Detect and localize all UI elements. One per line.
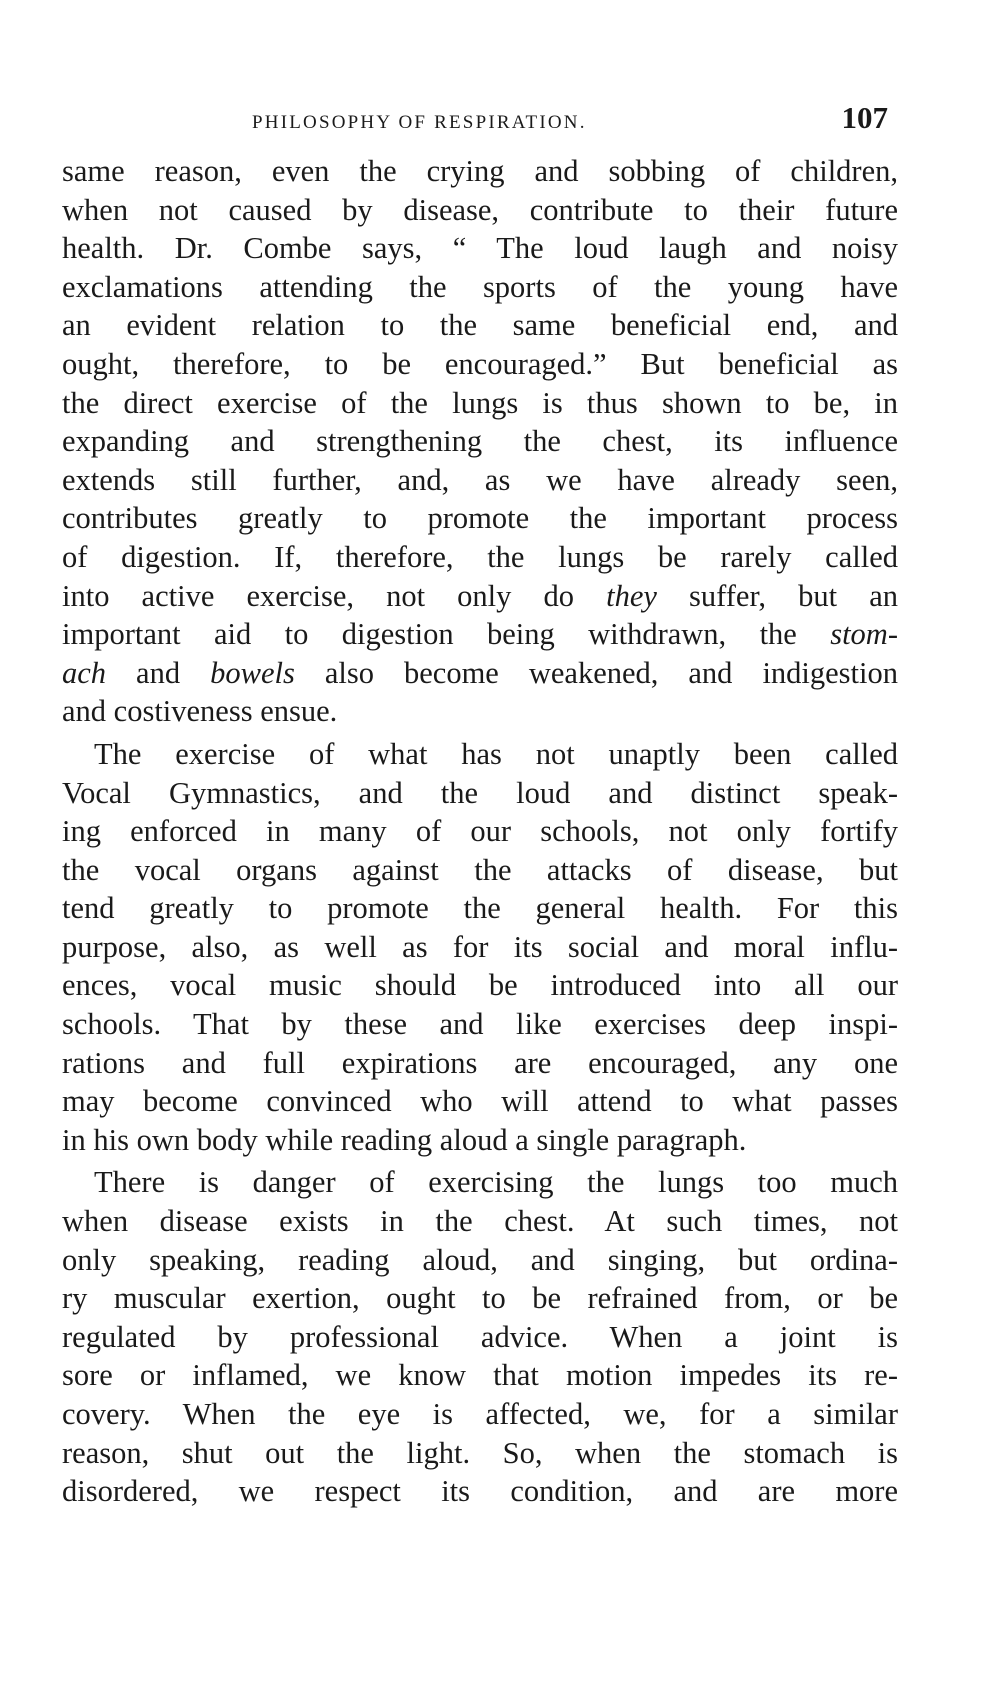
text-line: extends still further, and, as we have already seen,	[62, 462, 898, 497]
text-line: of digestion. If, therefore, the lungs be rarely called	[62, 539, 898, 574]
text-line: and costiveness ensue.	[62, 694, 338, 729]
text-line: only speaking, reading aloud, and singing, but ordina-	[62, 1242, 898, 1277]
text-line: reason, shut out the light. So, when the stomach is	[62, 1435, 898, 1470]
text-line: There is danger of exercising the lungs too much	[94, 1165, 898, 1200]
text-line: may become convinced who will attend to what passes	[62, 1084, 898, 1119]
italic-word: they	[606, 578, 657, 613]
paragraph	[62, 735, 898, 1160]
text-line: contributes greatly to promote the important process	[62, 501, 898, 536]
text-line: health. Dr. Combe says, “ The loud laugh and noisy	[62, 231, 898, 266]
book-page	[62, 88, 898, 1511]
text-line: schools. That by these and like exercises deep inspi-	[62, 1007, 898, 1042]
text-line: the direct exercise of the lungs is thus shown to be, in	[62, 385, 898, 420]
text-line: exclamations attending the sports of the young have	[62, 269, 898, 304]
italic-word: stom-	[830, 617, 898, 652]
running-title: PHILOSOPHY OF RESPIRATION.	[252, 112, 587, 133]
text-line: when disease exists in the chest. At such times, not	[62, 1204, 898, 1239]
italic-word: bowels	[210, 655, 295, 690]
text-line: important aid to digestion being withdrawn, the stom-	[62, 617, 898, 652]
text-line: when not caused by disease, contribute to their future	[62, 192, 898, 227]
text-line: ry muscular exertion, ought to be refrained from, or be	[62, 1281, 898, 1316]
text-line: tend greatly to promote the general health. For this	[62, 891, 898, 926]
text-line: ach and bowels also become weakened, and indigestion	[62, 655, 898, 690]
text-line: into active exercise, not only do they suffer, but an	[62, 578, 898, 613]
text-line: an evident relation to the same beneficial end, and	[62, 308, 898, 343]
text-line: ought, therefore, to be encouraged.” But beneficial as	[62, 346, 898, 381]
text-line: The exercise of what has not unaptly been called	[94, 736, 898, 771]
running-head	[62, 88, 898, 138]
text-line: covery. When the eye is affected, we, for a similar	[62, 1397, 898, 1431]
text-line: disordered, we respect its condition, and are more	[62, 1474, 898, 1509]
text-line: in his own body while reading aloud a single paragraph.	[62, 1122, 747, 1157]
text-line: purpose, also, as well as for its social and moral influ-	[62, 929, 898, 964]
text-line: regulated by professional advice. When a joint is	[62, 1319, 898, 1354]
body-text	[62, 152, 898, 1511]
paragraph	[62, 152, 898, 731]
text-line: Vocal Gymnastics, and the loud and distinct speak-	[62, 775, 898, 810]
text-line: expanding and strengthening the chest, its influence	[62, 424, 898, 459]
text-line: the vocal organs against the attacks of disease, but	[62, 852, 898, 887]
text-line: ing enforced in many of our schools, not only fortify	[62, 814, 898, 849]
text-line: same reason, even the crying and sobbing of children,	[62, 154, 898, 188]
text-line: ences, vocal music should be introduced into all our	[62, 968, 898, 1003]
italic-word: ach	[62, 655, 107, 690]
text-line: sore or inflamed, we know that motion impedes its re-	[62, 1358, 898, 1393]
page-number: 107	[841, 100, 888, 135]
text-line: rations and full expirations are encouraged, any one	[62, 1045, 898, 1080]
paragraph	[62, 1163, 898, 1510]
